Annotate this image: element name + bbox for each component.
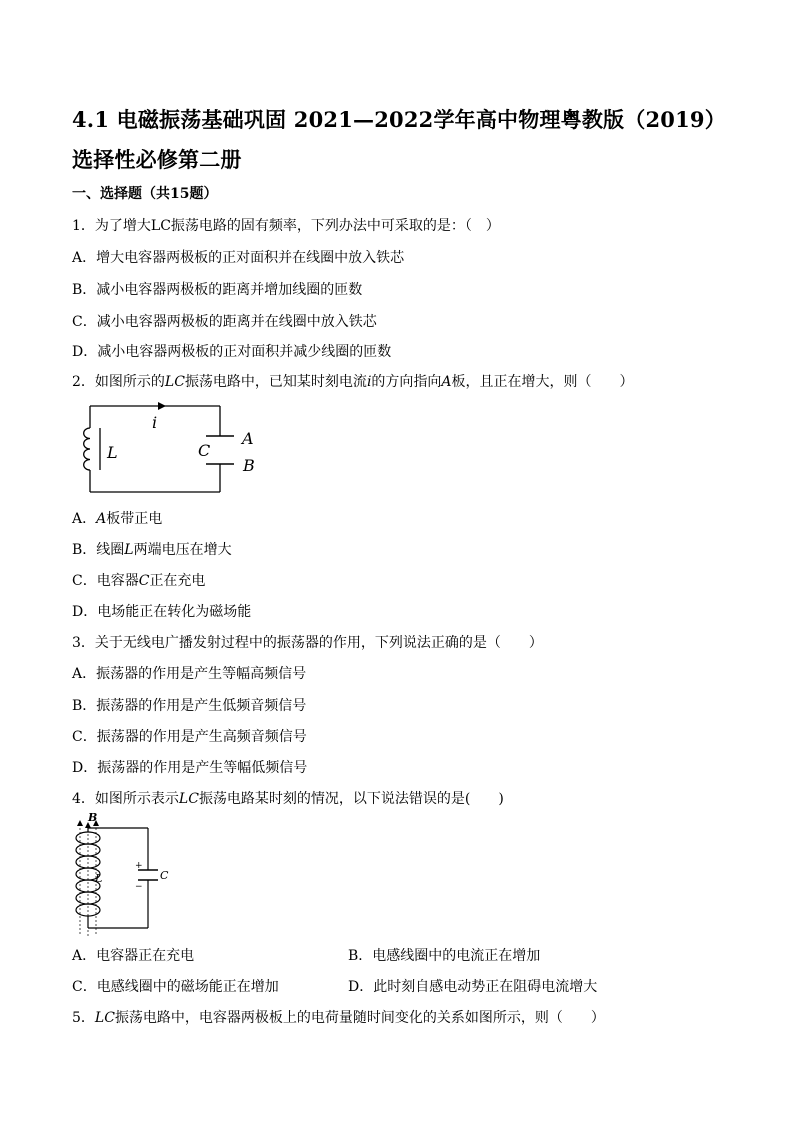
question-3-stem: 3．关于无线电广播发射过程中的振荡器的作用，下列说法正确的是（ ） (72, 635, 543, 651)
question-4-option-a: A．电容器正在充电 (72, 948, 195, 964)
question-3-option-c: C．振荡器的作用是产生高频音频信号 (72, 729, 307, 745)
plate-a-label: A (242, 429, 254, 448)
question-1-option-b: B．减小电容器两极板的距离并增加线圈的匝数 (72, 282, 363, 298)
question-2-option-b: B．线圈L两端电压在增大 (72, 542, 232, 558)
lc-circuit-figure-1 (80, 400, 270, 500)
current-label: i (152, 413, 158, 432)
question-4-stem: 4．如图所示表示LC振荡电路某时刻的情况，以下说法错误的是( ) (72, 791, 504, 807)
current-arrow-icon (158, 402, 166, 410)
question-1-option-c: C．减小电容器两极板的距离并在线圈中放入铁芯 (72, 314, 377, 330)
question-1-option-d: D．减小电容器两极板的正对面积并减少线圈的匝数 (72, 344, 392, 360)
question-1-option-a: A．增大电容器两极板的正对面积并在线圈中放入铁芯 (72, 250, 405, 266)
question-4-option-b: B．电感线圈中的电流正在增加 (348, 948, 541, 964)
minus-sign: − (135, 882, 143, 892)
plate-b-label: B (243, 456, 255, 475)
question-4-option-c: C．电感线圈中的磁场能正在增加 (72, 979, 279, 995)
page-title: 4.1 电磁振荡基础巩固 2021—2022学年高中物理粤教版（2019）选择性必修第二册 (72, 107, 726, 172)
question-2-option-a: A．A板带正电 (72, 511, 163, 527)
question-4-option-d: D．此时刻自感电动势正在阻碍电流增大 (348, 979, 598, 995)
inductor-label: L (95, 872, 103, 885)
field-label: B (88, 812, 98, 824)
question-2-option-d: D．电场能正在转化为磁场能 (72, 604, 252, 620)
section-heading: 一、选择题（共15题） (72, 186, 218, 202)
plus-sign: + (135, 861, 143, 871)
capacitor-label: C (198, 441, 211, 460)
question-2-stem: 2．如图所示的LC振荡电路中，已知某时刻电流i的方向指向A板，且正在增大，则（ ） (72, 374, 634, 390)
lc-circuit-figure-2 (66, 812, 176, 940)
question-5-stem: 5．LC振荡电路中，电容器两极板上的电荷量随时间变化的关系如图所示，则（ ） (72, 1010, 605, 1026)
field-arrow-icon (77, 820, 83, 826)
question-1-stem: 1．为了增大LC振荡电路的固有频率，下列办法中可采取的是：（ ） (72, 218, 500, 234)
question-3-option-b: B．振荡器的作用是产生低频音频信号 (72, 698, 307, 714)
question-3-option-d: D．振荡器的作用是产生等幅低频信号 (72, 760, 308, 776)
capacitor-label: C (160, 869, 169, 882)
inductor-label: L (107, 443, 118, 462)
question-2-option-c: C．电容器C正在充电 (72, 573, 206, 589)
question-3-option-a: A．振荡器的作用是产生等幅高频信号 (72, 666, 307, 682)
